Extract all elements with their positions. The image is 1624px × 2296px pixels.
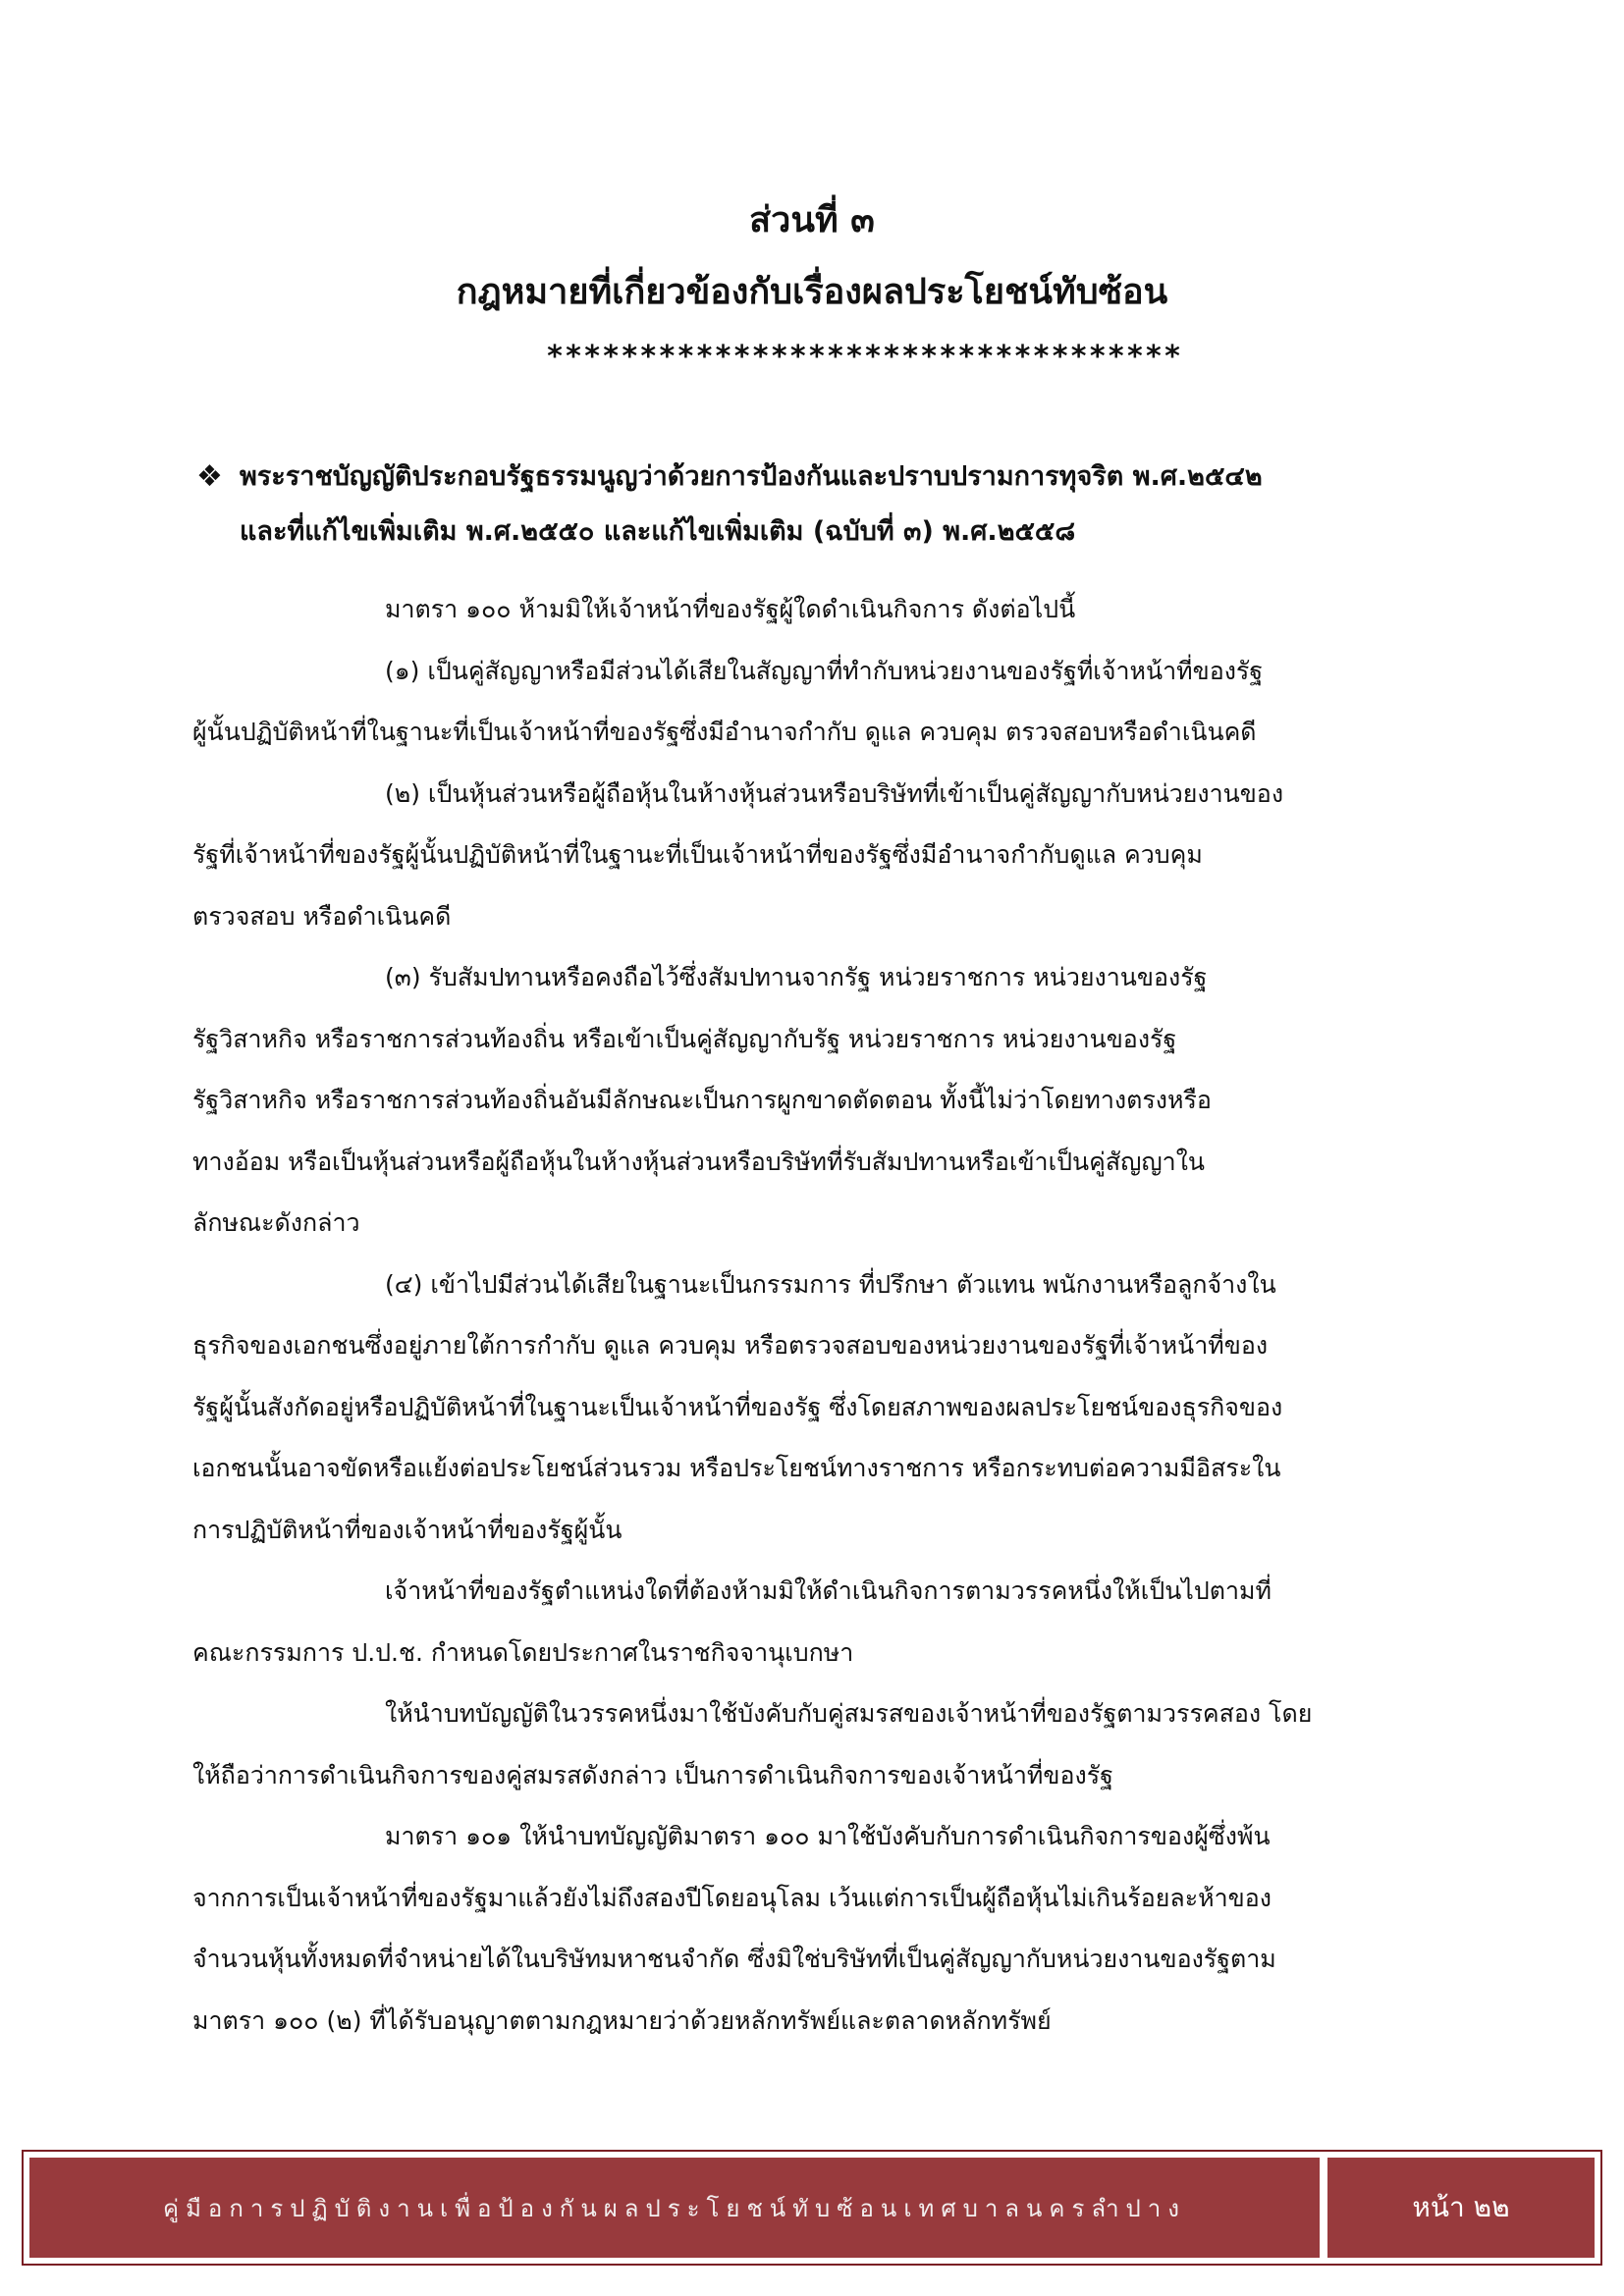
law-body xyxy=(192,579,1469,2052)
text-line: เจ้าหน้าที่ของรัฐตำแหน่งใดที่ต้องห้ามมิให้ดำเนินกิจการตามวรรคหนึ่งให้เป็นไปตามที่ xyxy=(385,1576,1272,1605)
text-line: รัฐวิสาหกิจ หรือราชการส่วนท้องถิ่น หรือเข้าเป็นคู่สัญญากับรัฐ หน่วยราชการ หน่วยงานของรัฐ xyxy=(192,1024,1177,1053)
diamond-bullet-icon: ❖ xyxy=(196,459,223,494)
text-line: การปฏิบัติหน้าที่ของเจ้าหน้าที่ของรัฐผู้นั้น xyxy=(192,1515,623,1544)
text-line: รัฐผู้นั้นสังกัดอยู่หรือปฏิบัติหน้าที่ในฐานะเป็นเจ้าหน้าที่ของรัฐ ซึ่งโดยสภาพของผลประโยชน์ของธุรกิจของ xyxy=(192,1392,1283,1421)
act-title-line-2: และที่แก้ไขเพิ่มเติม พ.ศ.๒๕๕๐ และแก้ไขเพิ่มเติม (ฉบับที่ ๓) พ.ศ.๒๕๕๘ xyxy=(240,516,1076,547)
text-line: ผู้นั้นปฏิบัติหน้าที่ในฐานะที่เป็นเจ้าหน้าที่ของรัฐซึ่งมีอำนาจกำกับ ดูแล ควบคุม ตรวจสอบหรือดำเนินคดี xyxy=(192,718,1257,746)
text-line: ตรวจสอบ หรือดำเนินคดี xyxy=(192,901,452,931)
text-line: เอกชนนั้นอาจขัดหรือแย้งต่อประโยชน์ส่วนรวม หรือประโยชน์ทางราชการ หรือกระทบต่อความมีอิสระใน xyxy=(192,1454,1281,1482)
text-line: (๒) เป็นหุ้นส่วนหรือผู้ถือหุ้นในห้างหุ้นส่วนหรือบริษัทที่เข้าเป็นคู่สัญญากับหน่วยงานของ xyxy=(385,778,1284,808)
page-title: กฎหมายที่เกี่ยวข้องกับเรื่องผลประโยชน์ทับซ้อน xyxy=(456,272,1168,312)
text-line: ให้ถือว่าการดำเนินกิจการของคู่สมรสดังกล่าว เป็นการดำเนินกิจการของเจ้าหน้าที่ของรัฐ xyxy=(192,1760,1113,1789)
act-heading xyxy=(196,450,1473,560)
text-line: จำนวนหุ้นทั้งหมดที่จำหน่ายได้ในบริษัทมหาชนจำกัด ซึ่งมิใช่บริษัทที่เป็นคู่สัญญากับหน่วยงานของรัฐตาม xyxy=(192,1945,1276,1973)
text-line: จากการเป็นเจ้าหน้าที่ของรัฐมาแล้วยังไม่ถึงสองปีโดยอนุโลม เว้นแต่การเป็นผู้ถือหุ้นไม่เกินร้อยละห้าของ xyxy=(192,1883,1272,1912)
text-line: ทางอ้อม หรือเป็นหุ้นส่วนหรือผู้ถือหุ้นในห้างหุ้นส่วนหรือบริษัทที่รับสัมปทานหรือเข้าเป็นคู่สัญญาใน xyxy=(192,1147,1206,1176)
text-line: คณะกรรมการ ป.ป.ช. กำหนดโดยประกาศในราชกิจจานุเบกษา xyxy=(192,1637,854,1667)
text-line: มาตรา ๑๐๐ (๒) ที่ได้รับอนุญาตตามกฎหมายว่าด้วยหลักทรัพย์และตลาดหลักทรัพย์ xyxy=(192,2005,1052,2035)
text-line: รัฐวิสาหกิจ หรือราชการส่วนท้องถิ่นอันมีลักษณะเป็นการผูกขาดตัดตอน ทั้งนี้ไม่ว่าโดยทางตรงหรือ xyxy=(192,1086,1212,1114)
footer-bar xyxy=(22,2150,1602,2266)
text-line: ให้นำบทบัญญัติในวรรคหนึ่งมาใช้บังคับกับคู่สมรสของเจ้าหน้าที่ของรัฐตามวรรคสอง โดย xyxy=(385,1699,1313,1728)
text-line: รัฐที่เจ้าหน้าที่ของรัฐผู้นั้นปฏิบัติหน้าที่ในฐานะที่เป็นเจ้าหน้าที่ของรัฐซึ่งมีอำนาจกำกับดูแล ควบคุม xyxy=(192,840,1203,869)
section-number: ส่วนที่ ๓ xyxy=(749,200,875,240)
page-number: หน้า ๒๒ xyxy=(1327,2158,1595,2258)
text-line: มาตรา ๑๐๐ ห้ามมิให้เจ้าหน้าที่ของรัฐผู้ใดดำเนินกิจการ ดังต่อไปนี้ xyxy=(385,595,1076,623)
text-line: (๔) เข้าไปมีส่วนได้เสียในฐานะเป็นกรรมการ ที่ปรึกษา ตัวแทน พนักงานหรือลูกจ้างใน xyxy=(385,1269,1276,1299)
footer-manual-title: คู่มือการปฏิบัติงานเพื่อป้องกันผลประโยชน์ทับซ้อนเทศบาลนครลำปาง xyxy=(29,2158,1320,2258)
text-line: (๓) รับสัมปทานหรือคงถือไว้ซึ่งสัมปทานจากรัฐ หน่วยราชการ หน่วยงานของรัฐ xyxy=(385,963,1208,991)
text-line: ธุรกิจของเอกชนซึ่งอยู่ภายใต้การกำกับ ดูแล ควบคุม หรือตรวจสอบของหน่วยงานของรัฐที่เจ้าหน้าที่ของ xyxy=(192,1331,1269,1360)
divider-stars: ********************************** xyxy=(545,340,1183,374)
act-title-line-1: พระราชบัญญัติประกอบรัฐธรรมนูญว่าด้วยการป้องกันและปราบปรามการทุจริต พ.ศ.๒๕๔๒ xyxy=(240,461,1263,492)
text-line: (๑) เป็นคู่สัญญาหรือมีส่วนได้เสียในสัญญาที่ทำกับหน่วยงานของรัฐที่เจ้าหน้าที่ของรัฐ xyxy=(385,656,1264,685)
text-line: ลักษณะดังกล่าว xyxy=(192,1208,360,1237)
text-line: มาตรา ๑๐๑ ให้นำบทบัญญัติมาตรา ๑๐๐ มาใช้บังคับกับการดำเนินกิจการของผู้ซึ่งพ้น xyxy=(385,1822,1271,1850)
